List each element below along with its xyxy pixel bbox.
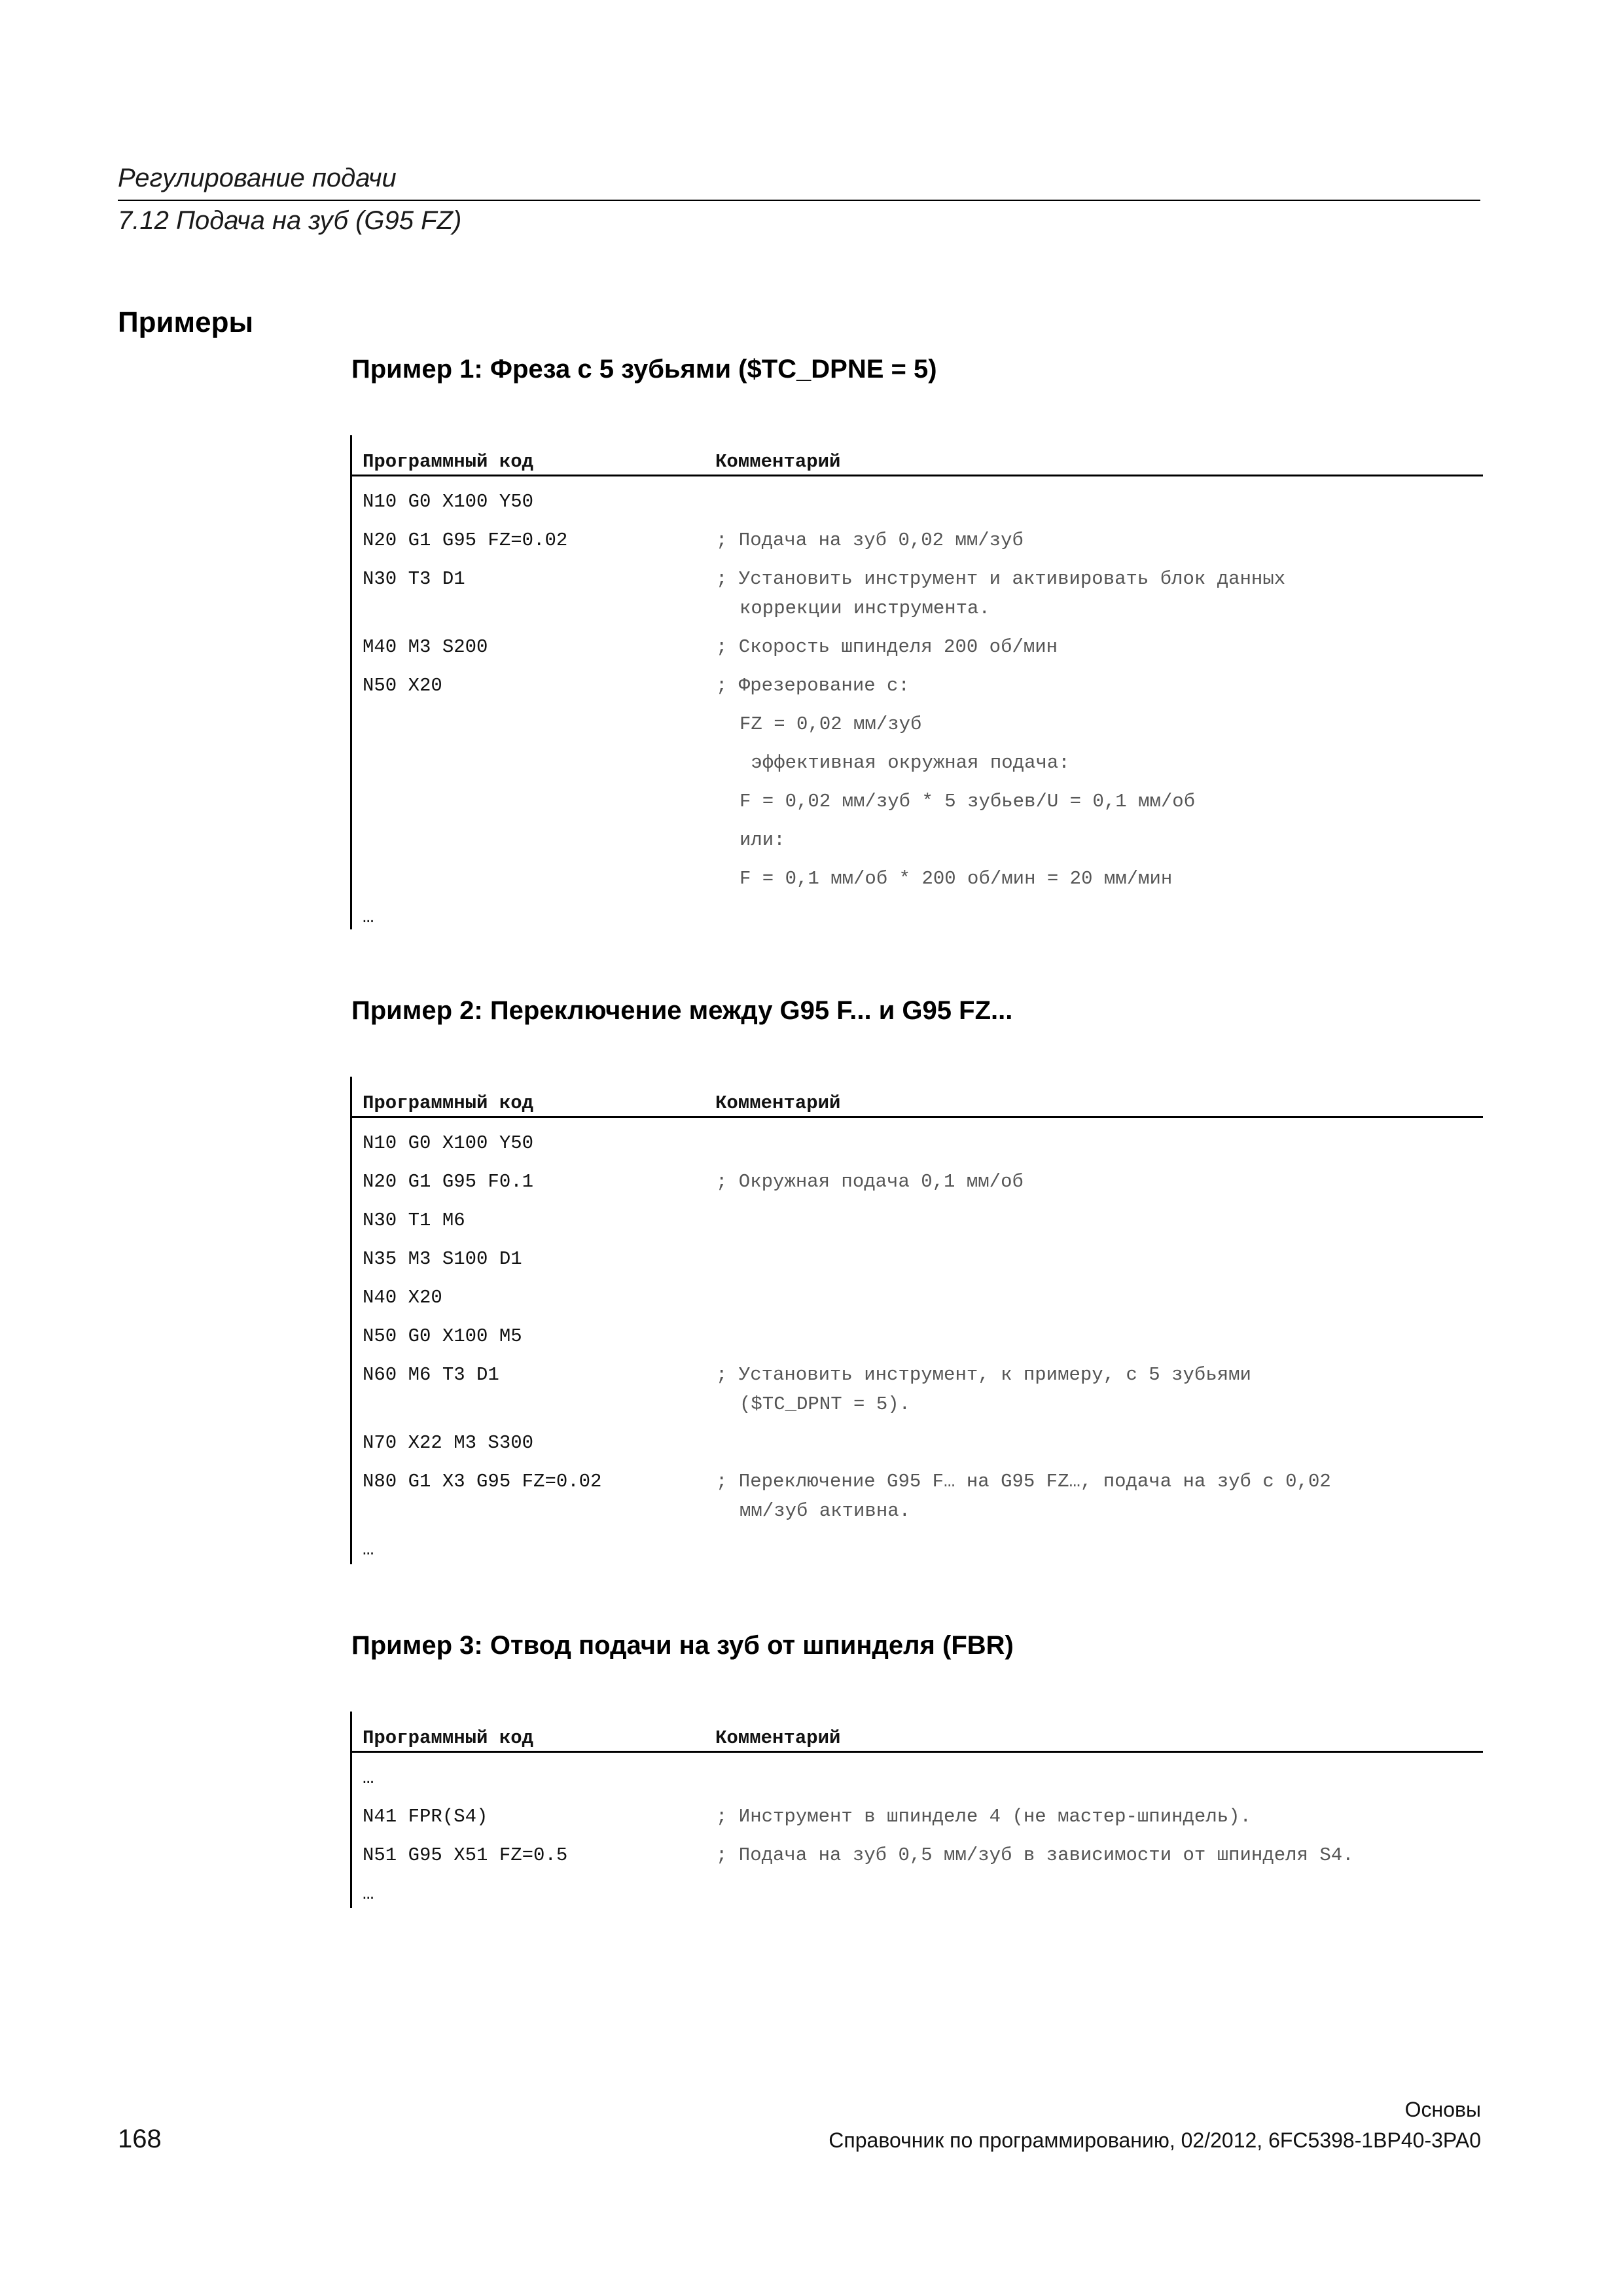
footer-book-title: Основы: [1404, 2098, 1481, 2121]
comment-text: F = 0,02 мм/зуб * 5 зубьев/U = 0,1 мм/об: [740, 791, 1196, 812]
program-code-cell: N50 G0 X100 M5: [363, 1325, 522, 1347]
comment-cell: [716, 632, 1483, 662]
program-code-cell: …: [363, 1767, 374, 1789]
comment-cell: [716, 671, 1483, 700]
comment-text: ; Установить инструмент и активировать блок данных: [716, 568, 1286, 590]
program-code-cell: N30 T1 M6: [363, 1210, 465, 1231]
column-header-code: Программный код: [363, 1727, 534, 1749]
table-row: [352, 628, 1483, 667]
column-header-code: Программный код: [363, 451, 534, 473]
example-3-code-table: [350, 1712, 1483, 1908]
header-rule: [118, 200, 1480, 201]
column-header-comment: Комментарий: [715, 1727, 841, 1749]
page-number: 168: [118, 2125, 162, 2153]
table-row: [352, 1202, 1483, 1240]
program-code-cell: M40 M3 S200: [363, 636, 488, 658]
comment-cell: [716, 748, 1483, 778]
table-row: [352, 483, 1483, 522]
program-code-cell: …: [363, 906, 374, 928]
comment-cell: [716, 487, 1483, 516]
program-code-cell: N40 X20: [363, 1287, 442, 1308]
examples-heading: Примеры: [118, 306, 254, 338]
comment-cell: [716, 1763, 1483, 1793]
comment-text: эффективная окружная подача:: [740, 752, 1070, 774]
comment-text: FZ = 0,02 мм/зуб: [740, 713, 922, 735]
comment-text: ; Переключение G95 F… на G95 FZ…, подача на зуб с 0,02: [716, 1471, 1331, 1492]
program-code-cell: N51 G95 X51 FZ=0.5: [363, 1844, 568, 1866]
table-row: [352, 560, 1483, 628]
program-code-cell: N20 G1 G95 F0.1: [363, 1171, 534, 1193]
table-row: [352, 1837, 1483, 1875]
comment-cell: [716, 825, 1483, 855]
comment-cell: [716, 1535, 1483, 1564]
table-row: [352, 1759, 1483, 1798]
comment-cell: [716, 903, 1483, 932]
comment-cell: [716, 1360, 1483, 1419]
table-header: [352, 1077, 1483, 1118]
column-header-comment: Комментарий: [715, 1092, 841, 1114]
program-code-cell: N41 FPR(S4): [363, 1806, 488, 1827]
comment-text: ; Скорость шпинделя 200 об/мин: [716, 636, 1058, 658]
table-row: [352, 1531, 1483, 1570]
comment-continuation: мм/зуб активна.: [740, 1500, 911, 1522]
program-code-cell: N70 X22 M3 S300: [363, 1432, 534, 1454]
table-row: [352, 1124, 1483, 1163]
comment-cell: [716, 709, 1483, 739]
program-code-cell: [352, 864, 716, 893]
comment-cell: [716, 564, 1483, 623]
section-title: 7.12 Подача на зуб (G95 FZ): [118, 206, 462, 235]
table-row: [352, 1424, 1483, 1463]
program-code-cell: N80 G1 X3 G95 FZ=0.02: [363, 1471, 602, 1492]
table-row: [352, 1279, 1483, 1318]
comment-text: или:: [740, 829, 785, 851]
comment-text: F = 0,1 мм/об * 200 об/мин = 20 мм/мин: [740, 868, 1173, 889]
chapter-title: Регулирование подачи: [118, 164, 397, 192]
comment-text: ; Установить инструмент, к примеру, с 5 зубьями: [716, 1364, 1251, 1386]
column-header-comment: Комментарий: [715, 451, 841, 473]
table-row: [352, 1798, 1483, 1837]
program-code-cell: N30 T3 D1: [363, 568, 465, 590]
comment-continuation: коррекции инструмента.: [740, 598, 990, 619]
program-code-cell: [352, 787, 716, 816]
table-row: [352, 821, 1483, 860]
comment-cell: [716, 1879, 1483, 1909]
comment-continuation: ($TC_DPNT = 5).: [740, 1393, 911, 1415]
program-code-cell: …: [363, 1883, 374, 1905]
table-row: [352, 706, 1483, 744]
comment-cell: [716, 1840, 1483, 1870]
table-row: [352, 744, 1483, 783]
program-code-cell: N10 G0 X100 Y50: [363, 491, 534, 512]
table-row: [352, 1875, 1483, 1914]
table-header: [352, 1712, 1483, 1753]
example-1-code-table: [350, 435, 1483, 929]
program-code-cell: N50 X20: [363, 675, 442, 696]
table-row: [352, 667, 1483, 706]
table-row: [352, 1163, 1483, 1202]
comment-text: ; Подача на зуб 0,02 мм/зуб: [716, 529, 1024, 551]
table-row: [352, 1318, 1483, 1356]
example-3-title: Пример 3: Отвод подачи на зуб от шпинделя (FBR): [351, 1631, 1014, 1660]
comment-text: ; Инструмент в шпинделе 4 (не мастер-шпиндель).: [716, 1806, 1251, 1827]
table-row: [352, 899, 1483, 937]
program-code-cell: [352, 748, 716, 778]
table-row: [352, 522, 1483, 560]
comment-cell: [716, 526, 1483, 555]
example-1-title: Пример 1: Фреза с 5 зубьями ($TC_DPNE = 5): [351, 355, 937, 384]
table-header: [352, 435, 1483, 476]
comment-cell: [716, 1467, 1483, 1526]
table-row: [352, 1356, 1483, 1424]
comment-cell: [716, 1428, 1483, 1458]
comment-text: ; Окружная подача 0,1 мм/об: [716, 1171, 1024, 1193]
example-2-code-table: [350, 1077, 1483, 1564]
comment-cell: [716, 1167, 1483, 1196]
program-code-cell: N20 G1 G95 FZ=0.02: [363, 529, 568, 551]
comment-text: ; Подача на зуб 0,5 мм/зуб в зависимости от шпинделя S4.: [716, 1844, 1354, 1866]
comment-cell: [716, 1283, 1483, 1312]
comment-cell: [716, 1244, 1483, 1274]
table-row: [352, 783, 1483, 821]
comment-cell: [716, 864, 1483, 893]
table-row: [352, 1240, 1483, 1279]
program-code-cell: N60 M6 T3 D1: [363, 1364, 499, 1386]
comment-text: ; Фрезерование с:: [716, 675, 910, 696]
program-code-cell: …: [363, 1539, 374, 1560]
program-code-cell: N35 M3 S100 D1: [363, 1248, 522, 1270]
program-code-cell: [352, 825, 716, 855]
comment-cell: [716, 1206, 1483, 1235]
program-code-cell: N10 G0 X100 Y50: [363, 1132, 534, 1154]
program-code-cell: [352, 709, 716, 739]
table-row: [352, 860, 1483, 899]
footer-reference: Справочник по программированию, 02/2012, 6FC5398-1BP40-3PA0: [829, 2128, 1481, 2152]
comment-cell: [716, 1128, 1483, 1158]
comment-cell: [716, 787, 1483, 816]
example-2-title: Пример 2: Переключение между G95 F... и G95 FZ...: [351, 996, 1013, 1025]
column-header-code: Программный код: [363, 1092, 534, 1114]
comment-cell: [716, 1802, 1483, 1831]
comment-cell: [716, 1321, 1483, 1351]
table-row: [352, 1463, 1483, 1531]
